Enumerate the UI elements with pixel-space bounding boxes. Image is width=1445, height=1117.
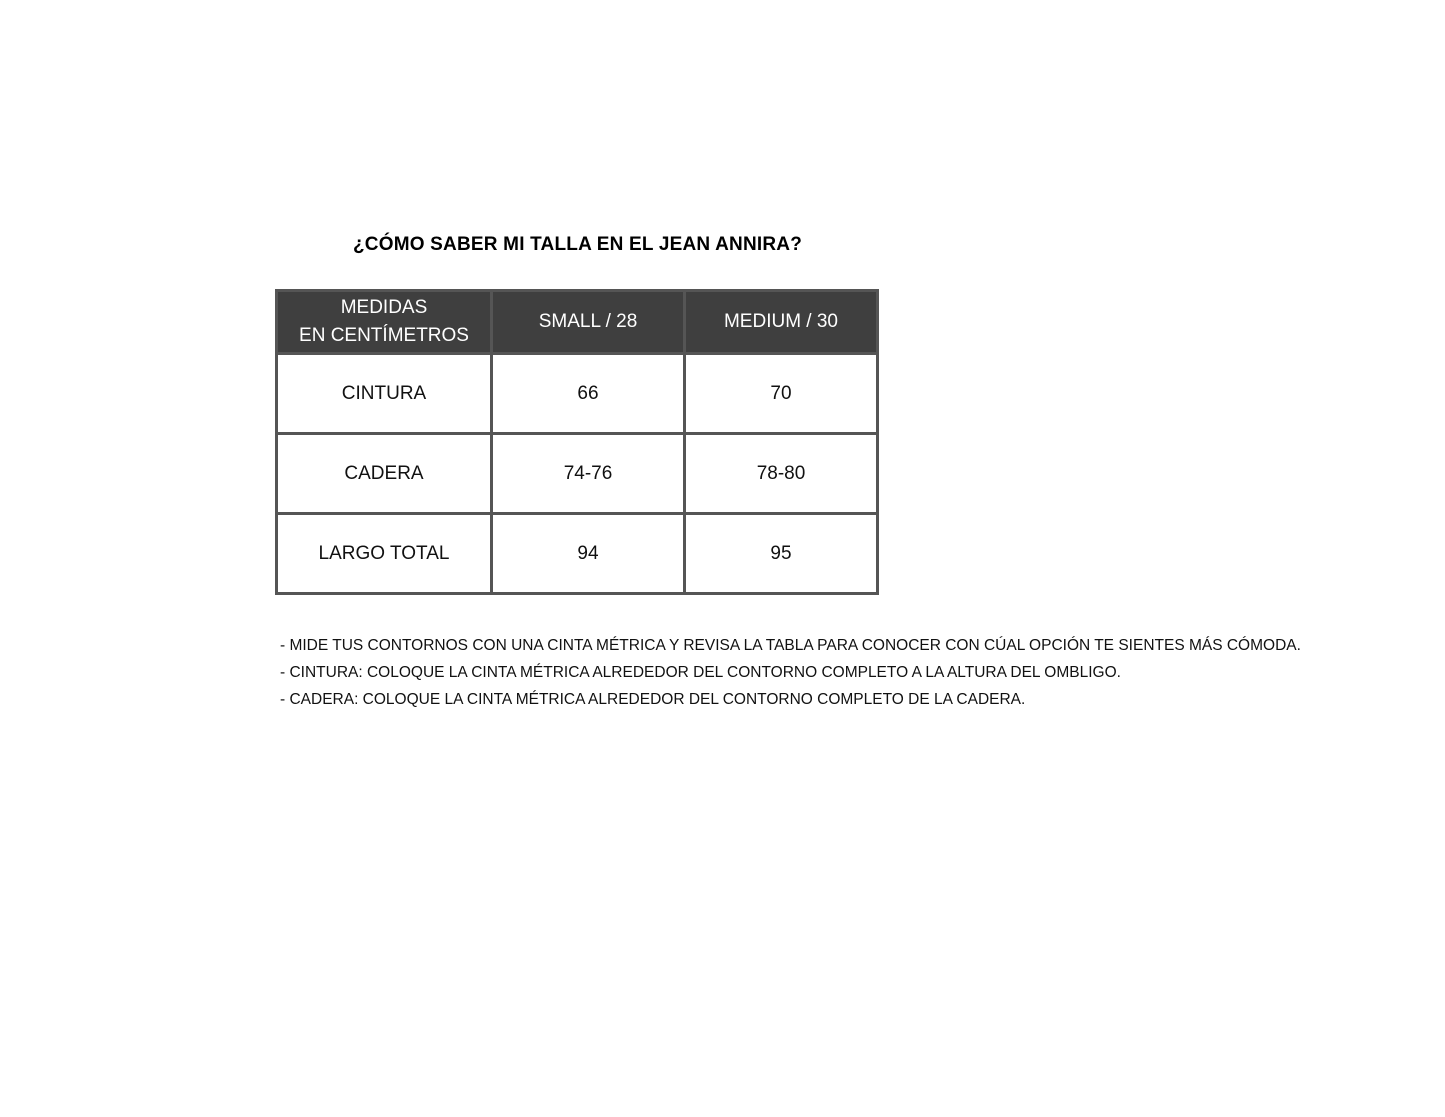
row-label: CINTURA: [277, 354, 492, 434]
cell-medium: 95: [685, 514, 878, 594]
table-header-row: [277, 291, 878, 354]
cell-medium: 78-80: [685, 434, 878, 514]
size-table: [275, 289, 879, 595]
table-row: [277, 354, 878, 434]
note-item: - MIDE TUS CONTORNOS CON UNA CINTA MÉTRICA Y REVISA LA TABLA PARA CONOCER CON CÚAL OPCIÓN TE SIENTES MÁS CÓMODA.: [280, 637, 1301, 654]
header-measures-line2: EN CENTÍMETROS: [299, 325, 469, 346]
row-label: CADERA: [277, 434, 492, 514]
cell-medium: 70: [685, 354, 878, 434]
cell-small: 94: [492, 514, 685, 594]
header-measures-line1: MEDIDAS: [340, 297, 428, 318]
row-label: LARGO TOTAL: [277, 514, 492, 594]
header-measures: [277, 291, 492, 354]
note-item: - CADERA: COLOQUE LA CINTA MÉTRICA ALREDEDOR DEL CONTORNO COMPLETO DE LA CADERA.: [280, 691, 1026, 708]
table-row: [277, 434, 878, 514]
note-item: - CINTURA: COLOQUE LA CINTA MÉTRICA ALREDEDOR DEL CONTORNO COMPLETO A LA ALTURA DEL OMBLIGO.: [280, 664, 1121, 681]
header-small: SMALL / 28: [492, 291, 685, 354]
measurement-notes: [280, 632, 1301, 713]
table-row: [277, 514, 878, 594]
page-title: ¿CÓMO SABER MI TALLA EN EL JEAN ANNIRA?: [352, 234, 803, 255]
cell-small: 74-76: [492, 434, 685, 514]
header-medium: MEDIUM / 30: [685, 291, 878, 354]
cell-small: 66: [492, 354, 685, 434]
